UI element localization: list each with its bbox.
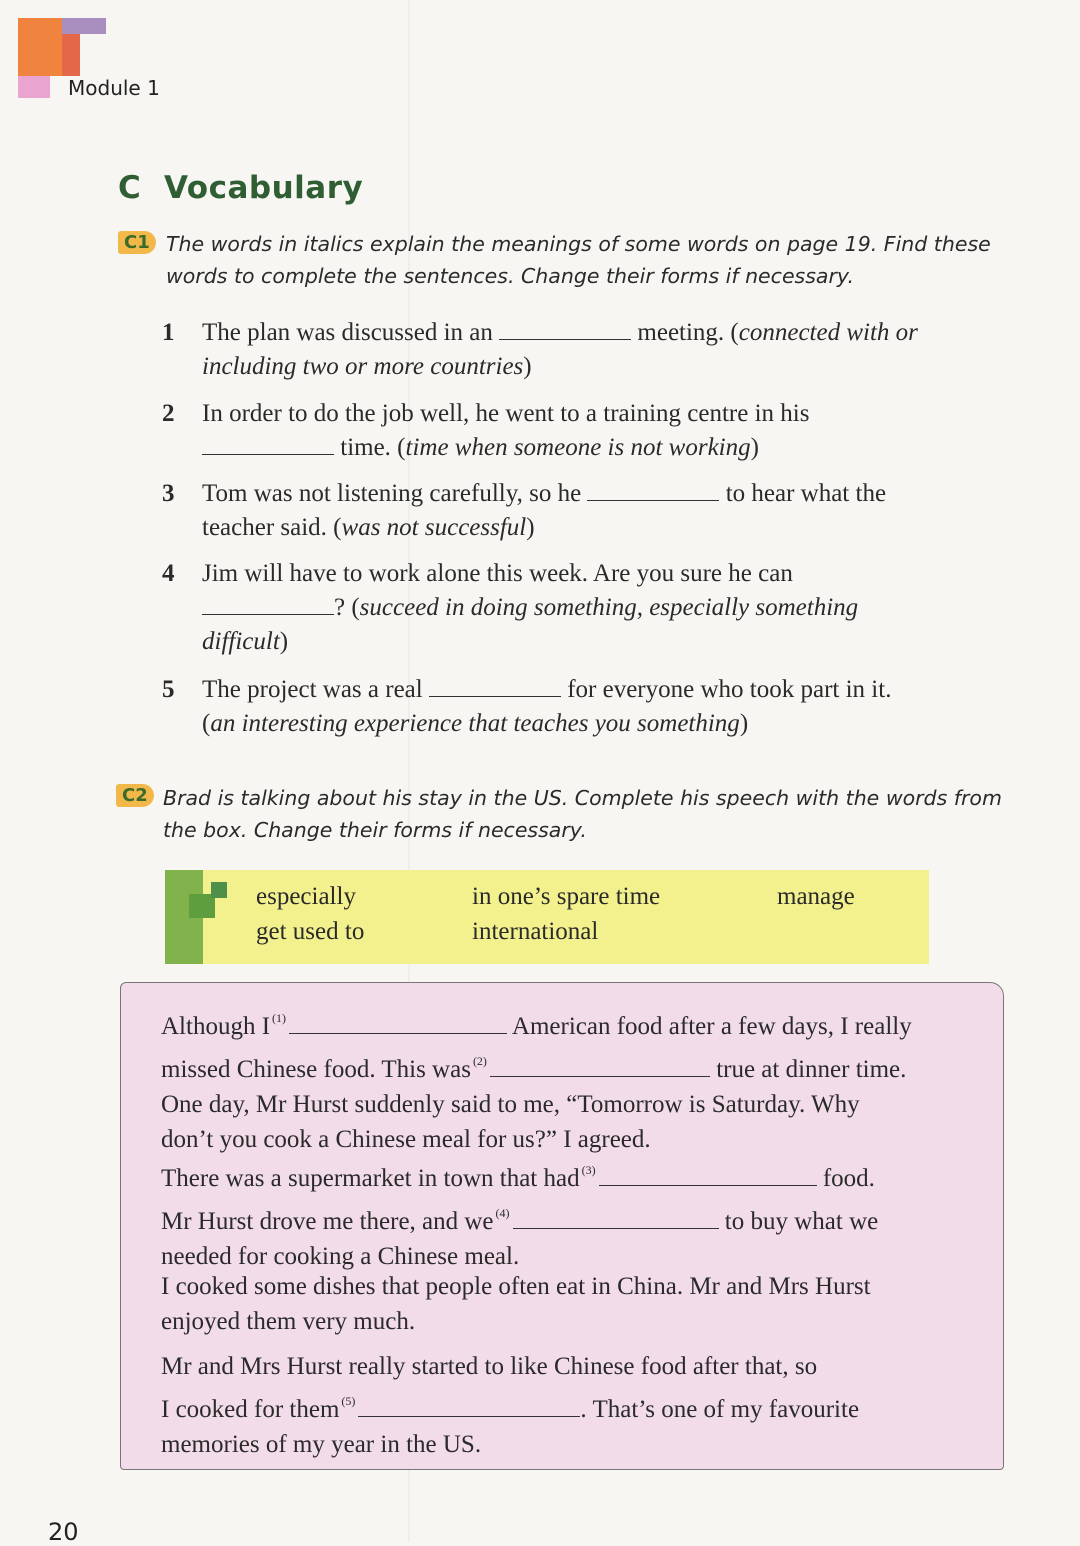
answer-blank[interactable] — [599, 1167, 817, 1186]
word-box-decor — [211, 882, 227, 898]
module-tab-decor — [18, 18, 62, 76]
answer-blank[interactable] — [513, 1210, 719, 1229]
blank-marker: (4) — [495, 1206, 510, 1220]
blank-marker: (1) — [272, 1011, 287, 1025]
exercise-badge-c1: C1 — [118, 231, 156, 254]
section-letter: C — [118, 170, 142, 206]
module-label: Module 1 — [68, 76, 160, 100]
blank-marker: (2) — [472, 1054, 487, 1068]
answer-blank[interactable] — [499, 321, 631, 340]
word-option: manage — [777, 883, 855, 910]
answer-blank[interactable] — [587, 482, 719, 501]
c1-item-5: 5 The project was a real for everyone who took part in it. (an interesting experience that teaches you something) — [162, 673, 891, 741]
c1-item-4: 4 Jim will have to work alone this week. Are you sure he can ? (succeed in doing something, especially something difficult) — [162, 557, 858, 659]
answer-blank[interactable] — [289, 1015, 507, 1034]
speech-paragraph-4: Mr and Mrs Hurst really started to like Chinese food after that, so I cooked for them $^{(5)}$ . That’s one of my favourite memories of my year in the US. — [161, 1353, 860, 1458]
page-number: 20 — [48, 1518, 79, 1546]
speech-paragraph-3: I cooked some dishes that people often eat in China. Mr and Mrs Hurst enjoyed them very much. — [161, 1273, 871, 1335]
item-number: 1 — [162, 319, 175, 346]
module-tab-decor — [18, 76, 50, 98]
c2-instruction: Brad is talking about his stay in the US. Complete his speech with the words from the box. Change their forms if necessary. — [163, 786, 1002, 842]
module-tab-decor — [62, 34, 80, 76]
answer-blank[interactable] — [490, 1058, 710, 1077]
speech-box — [120, 982, 1004, 1470]
item-number: 2 — [162, 400, 175, 427]
item-number: 4 — [162, 560, 175, 587]
c1-item-3: 3 Tom was not listening carefully, so he to hear what the teacher said. (was not successful) — [162, 477, 886, 545]
answer-blank[interactable] — [358, 1398, 580, 1417]
answer-blank[interactable] — [202, 596, 334, 615]
answer-blank[interactable] — [429, 678, 561, 697]
word-option: get used to — [256, 918, 365, 945]
blank-marker: (3) — [581, 1163, 596, 1177]
c1-instruction: The words in italics explain the meanings of some words on page 19. Find these words to complete the sentences. Change their forms if necessary. — [166, 232, 991, 288]
exercise-badge-c2: C2 — [116, 784, 154, 807]
answer-blank[interactable] — [202, 436, 334, 455]
word-option: international — [472, 918, 599, 945]
blank-marker: (5) — [341, 1394, 356, 1408]
word-option: in one’s spare time — [472, 883, 661, 910]
section-name: Vocabulary — [164, 170, 364, 206]
section-title — [118, 170, 363, 206]
word-box — [165, 870, 929, 964]
word-option: especially — [256, 883, 356, 910]
c1-item-1: 1 The plan was discussed in an meeting. (connected with or including two or more countries) — [162, 316, 918, 384]
speech-paragraph-1: Although I $^{(1)}$ American food after a few days, I really missed Chinese food. This was $^{(2)}$ true at dinner time. One day, Mr Hurst suddenly said to me, “Tomorrow is Saturday. Why don’t you cook a Chinese meal for us?” I agreed. — [161, 1011, 912, 1153]
module-tab-decor — [62, 18, 106, 34]
item-number: 3 — [162, 480, 175, 507]
speech-paragraph-2: There was a supermarket in town that had $^{(3)}$ food. Mr Hurst drove me there, and we $^{(4)}$ to buy what we needed for cooking a Chinese meal. — [161, 1163, 879, 1270]
c1-item-2: 2 In order to do the job well, he went to a training centre in his time. (time when someone is not working) — [162, 397, 809, 465]
item-number: 5 — [162, 676, 175, 703]
